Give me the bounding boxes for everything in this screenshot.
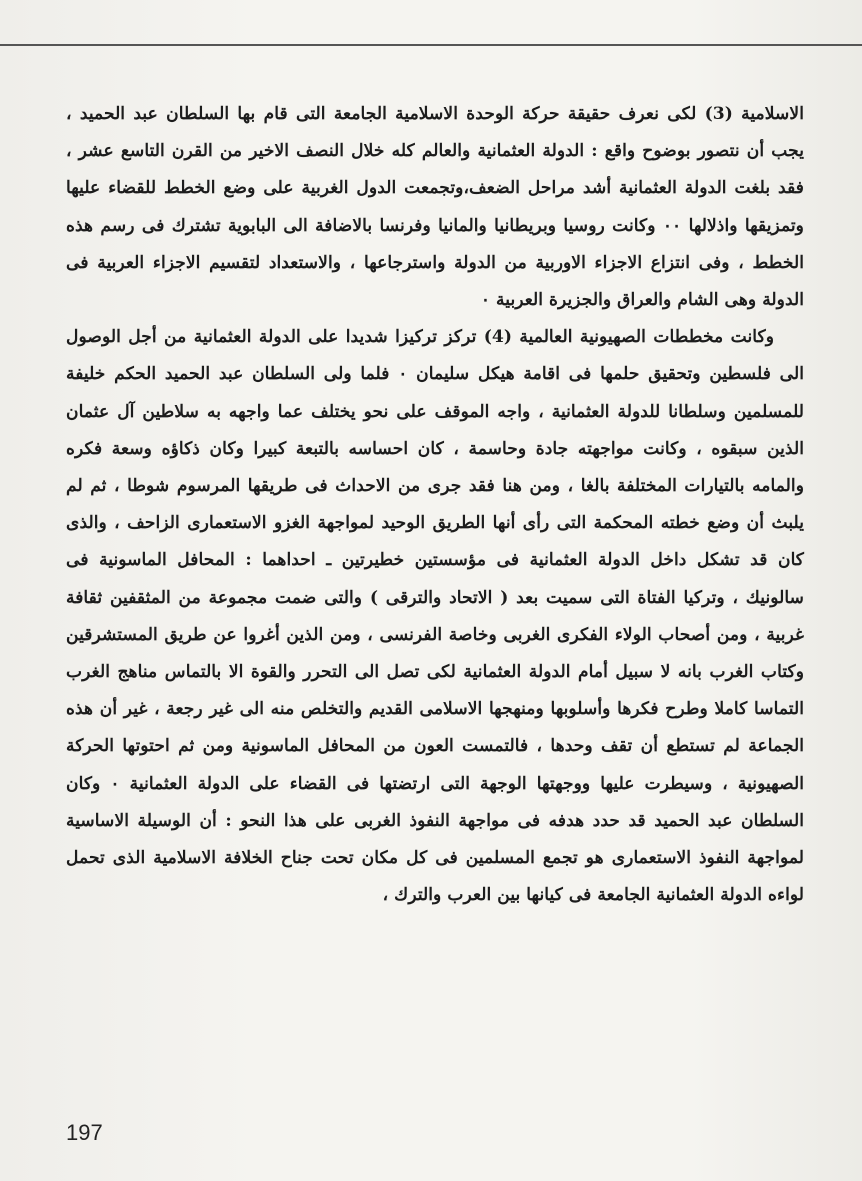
paragraph-2: وكانت مخططات الصهيونية العالمية (4) تركز تركيزا شديدا على الدولة العثمانية من أجل الوصول الى فلسطين وتحقيق حلمها فى اقامة هيكل سليمان ٠ فلما ولى السلطان عبد الحميد الحكم خليفة للمسلمين وسلطانا للدولة العثمانية ، واجه الموقف على نحو يختلف عما واجهه به سلاطين آل عثمان الذين سبقوه ، وكانت مواجهته جادة وحاسمة ، كان احساسه بالتبعة كبيرا وكان ذكاؤه وسعة فكره والمامه بالتيارات المختلفة بالغا ، ومن هنا فقد جرى من الاحداث فى طريقها المرسوم شوطا ، ثم لم يلبث أن وضع خطته المحكمة التى رأى أنها الطريق الوحيد لمواجهة الغزو الاستعمارى الزاحف ، والذى كان قد تشكل داخل الدولة العثمانية فى مؤسستين خطيرتين ـ احداهما : المحافل الماسونية فى سالونيك ، وتركيا الفتاة التى سميت بعد ( الاتحاد والترقى ) والتى ضمت مجموعة من المثقفين ثقافة غربية ، ومن أصحاب الولاء الفكرى الغربى وخاصة الفرنسى ، ومن الذين أغروا عن طريق المستشرقين وكتاب الغرب بانه لا سبيل أمام الدولة العثمانية لكى تصل الى التحرر والقوة الا بالتماس مناهج الغرب التماسا كاملا وطرح فكرها وأسلوبها ومنهجها الاسلامى القديم والتخلص منه الى غير رجعة ، غير أن هذه الجماعة لم تستطع أن تقف وحدها ، فالتمست العون من المحافل الماسونية ومن ثم احتوتها الحركة الصهيونية ، وسيطرت عليها ووجهتها الوجهة التى ارتضتها فى القضاء على الدولة العثمانية ٠ وكان السلطان عبد الحميد قد حدد هدفه فى مواجهة النفوذ الغربى على هذا النحو : أن الوسيلة الاساسية لمواجهة النفوذ الاستعمارى هو تجمع المسلمين فى كل مكان تحت جناح الخلافة الاسلامية الذى تحمل لواءه الدولة العثمانية الجامعة فى كيانها بين العرب والترك ، (66, 327, 804, 906)
page-number: 197 (66, 1120, 103, 1145)
body-text (66, 96, 804, 914)
header-rule (0, 44, 862, 46)
paragraph-1: الاسلامية (3) لكى نعرف حقيقة حركة الوحدة الاسلامية الجامعة التى قام بها السلطان عبد الحميد ، يجب أن نتصور بوضوح واقع : الدولة العثمانية والعالم كله خلال النصف الاخير من القرن التاسع عشر ، فقد بلغت الدولة العثمانية أشد مراحل الضعف،وتجمعت الدول الغربية على وضع الخطط للقضاء عليها وتمزيقها واذلالها ٠٠ وكانت روسيا وبريطانيا والمانيا وفرنسا بالاضافة الى البابوية تشترك فى رسم هذه الخطط ، وفى انتزاع الاجزاء الاوربية من الدولة واسترجاعها ، والاستعداد لتقسيم الاجزاء العربية فى الدولة وهى الشام والعراق والجزيرة العربية ٠ (66, 104, 804, 311)
